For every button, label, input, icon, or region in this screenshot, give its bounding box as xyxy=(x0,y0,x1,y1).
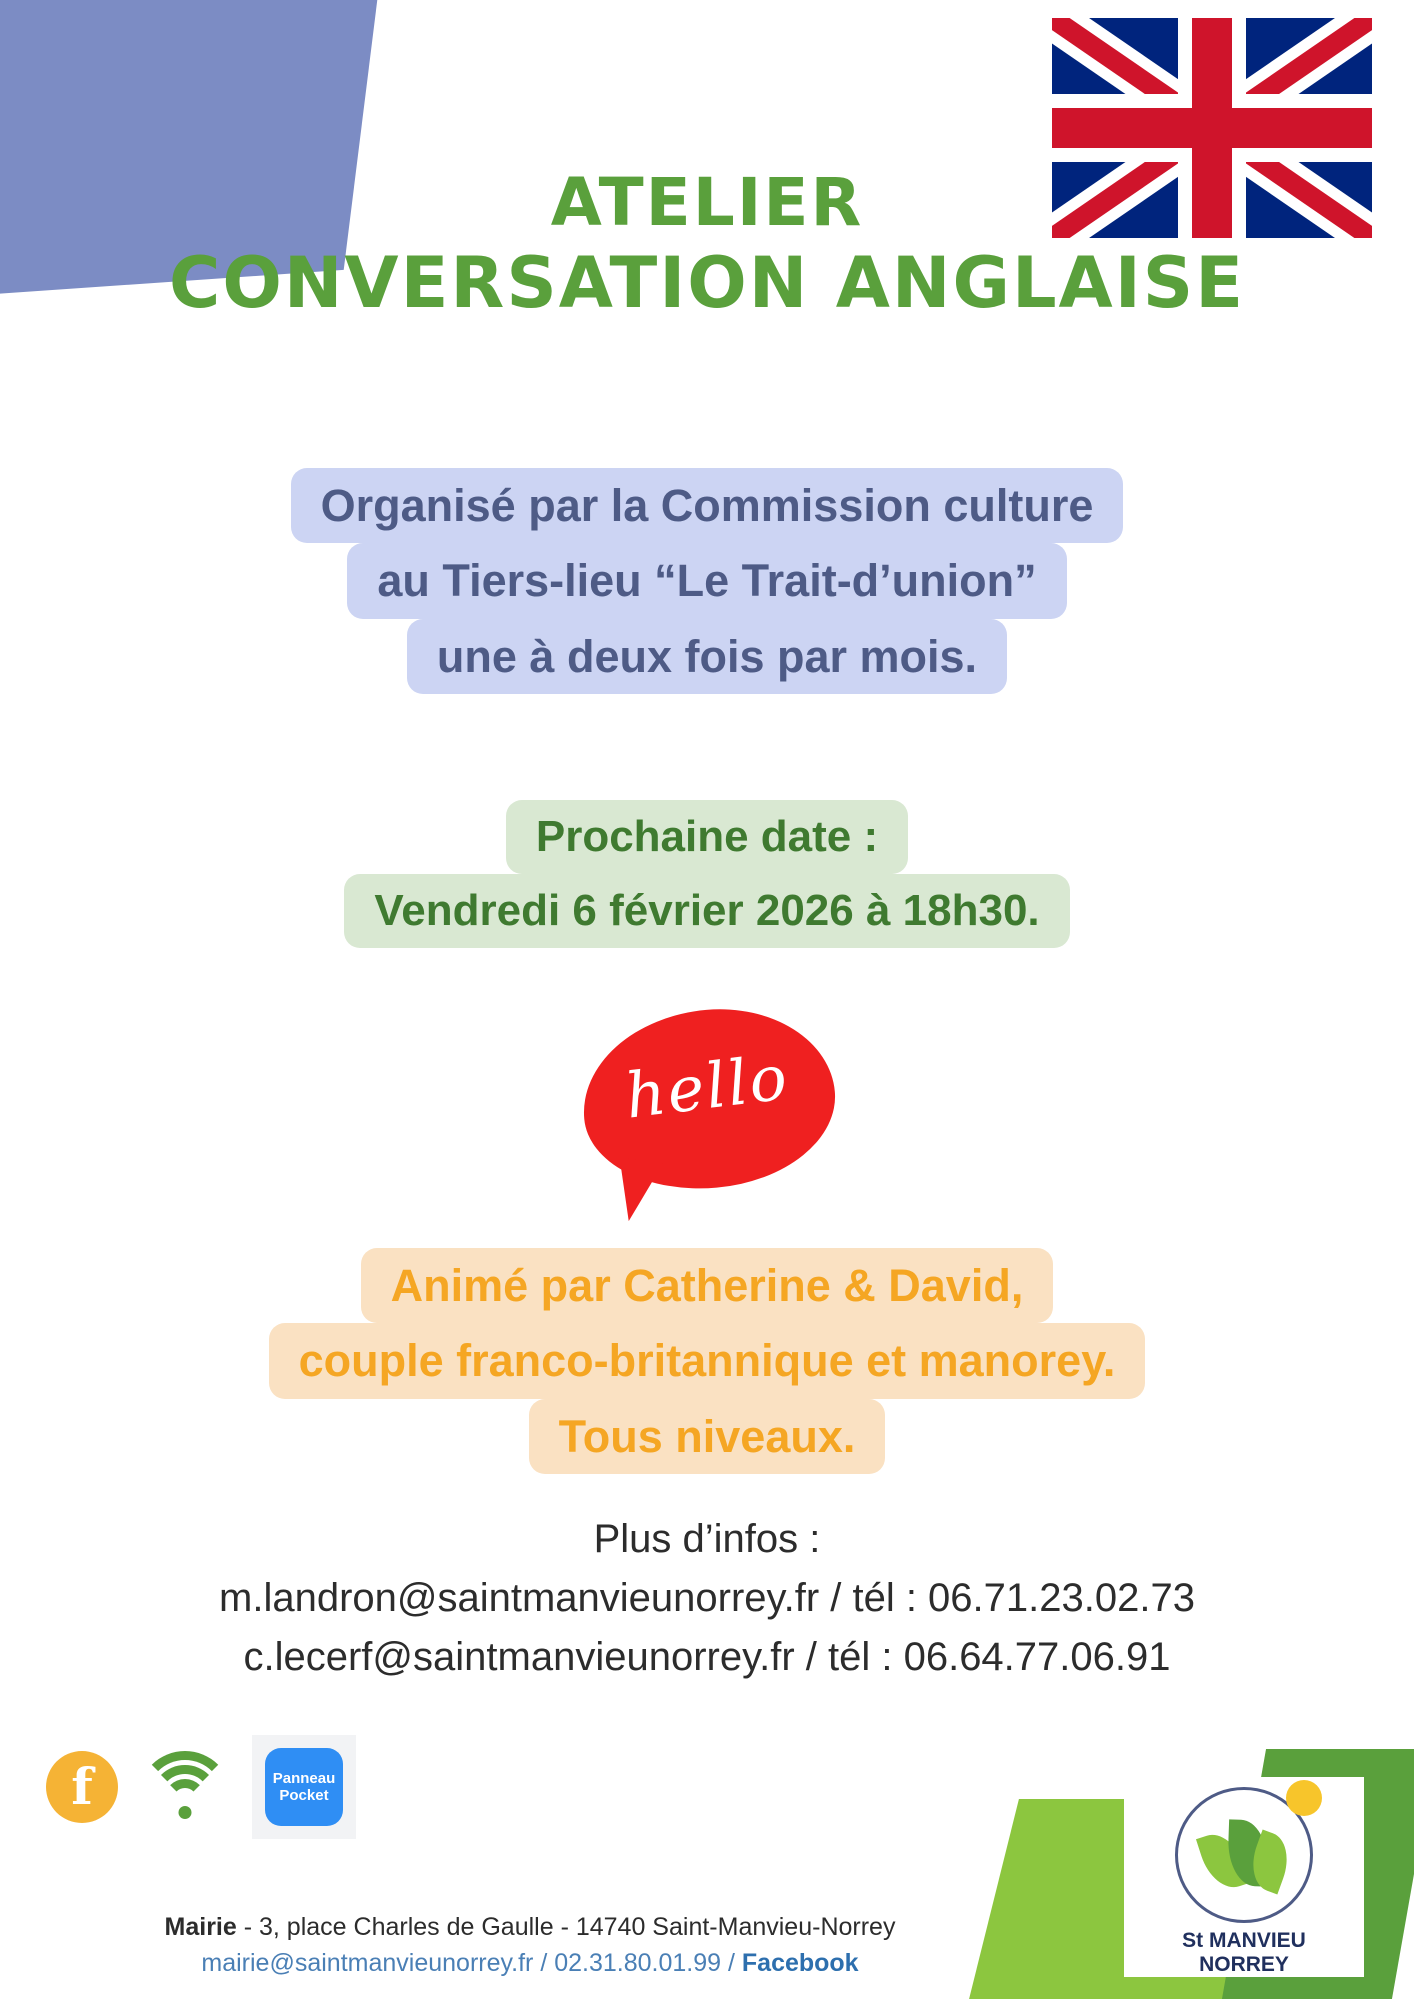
panneau-pocket-icon[interactable] xyxy=(252,1735,356,1839)
footer-mairie-label: Mairie xyxy=(164,1912,237,1941)
panneau-pocket-line-1: Panneau xyxy=(272,1769,336,1787)
union-jack-flag-icon xyxy=(1052,18,1372,238)
hosts-line-1: Animé par Catherine & David, xyxy=(361,1248,1054,1323)
panneau-pocket-badge xyxy=(265,1748,343,1826)
town-logo xyxy=(1124,1777,1364,1977)
footer-email[interactable]: mairie@saintmanvieunorrey.fr xyxy=(201,1948,534,1977)
panneau-pocket-line-2: Pocket xyxy=(279,1787,329,1804)
footer-contact-line xyxy=(0,1945,1060,1981)
sun-icon xyxy=(1286,1780,1322,1816)
contact-line-1: m.landron@saintmanvieunorrey.fr / tél : 06.71.23.02.73 xyxy=(219,1576,1195,1621)
footer-sep-2: / xyxy=(721,1948,742,1977)
footer-address-line xyxy=(0,1909,1060,1945)
footer xyxy=(0,1909,1060,1982)
next-date-label: Prochaine date : xyxy=(506,800,908,874)
footer-phone: 02.31.80.01.99 xyxy=(554,1948,722,1977)
hello-speech-bubble-icon xyxy=(573,1010,841,1210)
wifi-dot xyxy=(179,1806,192,1819)
logo-text xyxy=(1182,1929,1306,1977)
flag-cross-red-horizontal xyxy=(1052,108,1372,148)
organizer-line-3: une à deux fois par mois. xyxy=(407,619,1007,694)
logo-text-line-2: NORREY xyxy=(1199,1952,1289,1976)
logo-text-line-1: St MANVIEU xyxy=(1182,1928,1306,1952)
facebook-icon[interactable] xyxy=(46,1751,118,1823)
title-line-1: ATELIER xyxy=(550,164,864,241)
speech-bubble-tail xyxy=(611,1157,663,1225)
footer-address: - 3, place Charles de Gaulle - 14740 Saint-Manvieu-Norrey xyxy=(236,1912,896,1941)
title-line-2: CONVERSATION ANGLAISE xyxy=(168,242,1246,325)
hosts-line-2: couple franco-britannique et manorey. xyxy=(269,1323,1146,1398)
hosts-block xyxy=(82,1248,1332,1474)
social-icons-row xyxy=(46,1735,356,1839)
footer-facebook-link[interactable]: Facebook xyxy=(741,1948,859,1977)
logo-circle-icon xyxy=(1175,1787,1313,1923)
more-info-label: Plus d’infos : xyxy=(593,1517,821,1561)
contact-line-2: c.lecerf@saintmanvieunorrey.fr / tél : 06.64.77.06.91 xyxy=(243,1635,1171,1680)
facebook-icon-letter: f xyxy=(71,1757,93,1816)
organizer-block xyxy=(82,468,1332,694)
wifi-icon xyxy=(144,1751,226,1823)
hosts-line-3: Tous niveaux. xyxy=(529,1399,886,1474)
organizer-line-1: Organisé par la Commission culture xyxy=(291,468,1124,543)
next-date-block xyxy=(82,800,1332,948)
organizer-line-2: au Tiers-lieu “Le Trait-d’union” xyxy=(347,543,1066,618)
next-date-value: Vendredi 6 février 2026 à 18h30. xyxy=(344,874,1069,948)
footer-sep-1: / xyxy=(533,1948,555,1977)
speech-bubble-text: hello xyxy=(621,1040,793,1133)
more-info-block xyxy=(0,1510,1414,1688)
